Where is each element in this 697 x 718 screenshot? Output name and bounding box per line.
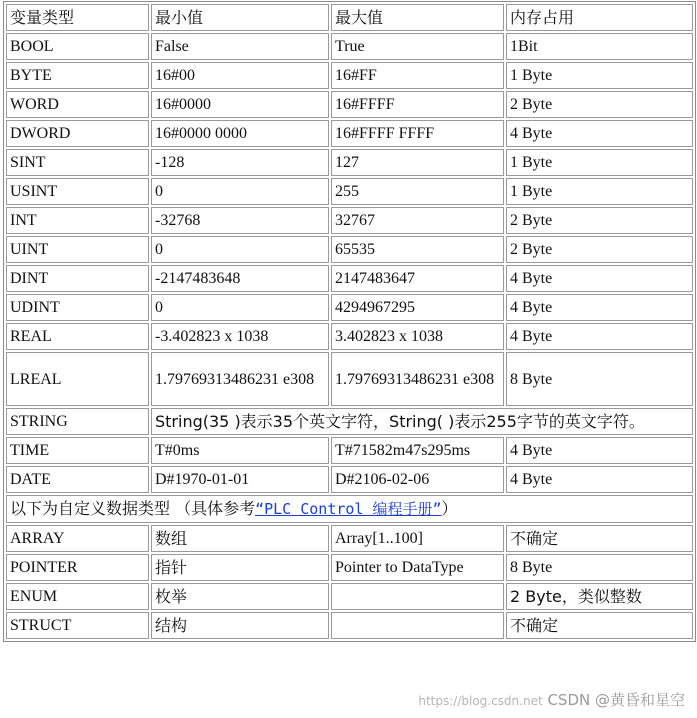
watermark-url: https://blog.csdn.net bbox=[418, 694, 543, 708]
cell-memory: 不确定 bbox=[506, 525, 693, 552]
header-min: 最小值 bbox=[151, 4, 329, 31]
table-row bbox=[6, 62, 693, 89]
cell-max: 3.402823 x 1038 bbox=[331, 323, 504, 350]
header-type: 变量类型 bbox=[6, 4, 149, 31]
cell-type: INT bbox=[6, 207, 149, 234]
table-row bbox=[6, 149, 693, 176]
header-max: 最大值 bbox=[331, 4, 504, 31]
cell-memory: 4 Byte bbox=[506, 437, 693, 464]
cell-max bbox=[331, 583, 504, 610]
cell-memory: 8 Byte bbox=[506, 554, 693, 581]
custom-note-prefix: 以下为自定义数据类型 （具体参考 bbox=[10, 499, 256, 518]
cell-max: 4294967295 bbox=[331, 294, 504, 321]
table-row bbox=[6, 120, 693, 147]
cell-meaning: 结构 bbox=[151, 612, 329, 639]
cell-max: 2147483647 bbox=[331, 265, 504, 292]
cell-max: 127 bbox=[331, 149, 504, 176]
cell-min: -2147483648 bbox=[151, 265, 329, 292]
table-row bbox=[6, 525, 693, 552]
custom-types-note-row bbox=[6, 495, 693, 523]
watermark-text: CSDN @黄昏和星空 bbox=[547, 691, 685, 709]
cell-memory: 4 Byte bbox=[506, 120, 693, 147]
cell-type: BOOL bbox=[6, 33, 149, 60]
cell-memory: 2 Byte bbox=[506, 236, 693, 263]
cell-memory: 2 Byte，类似整数 bbox=[506, 583, 693, 610]
cell-min: 16#00 bbox=[151, 62, 329, 89]
cell-max: Array[1..100] bbox=[331, 525, 504, 552]
cell-min: 16#0000 bbox=[151, 91, 329, 118]
table-row-string bbox=[6, 408, 693, 435]
cell-min: T#0ms bbox=[151, 437, 329, 464]
cell-max: 1.79769313486231 e308 bbox=[331, 352, 504, 406]
table-row bbox=[6, 583, 693, 610]
cell-type: WORD bbox=[6, 91, 149, 118]
cell-max: 32767 bbox=[331, 207, 504, 234]
cell-max: T#71582m47s295ms bbox=[331, 437, 504, 464]
cell-max bbox=[331, 612, 504, 639]
cell-min: -32768 bbox=[151, 207, 329, 234]
table-row bbox=[6, 437, 693, 464]
cell-memory: 4 Byte bbox=[506, 265, 693, 292]
cell-memory: 4 Byte bbox=[506, 294, 693, 321]
cell-memory: 2 Byte bbox=[506, 91, 693, 118]
cell-min: 0 bbox=[151, 294, 329, 321]
cell-min: -3.402823 x 1038 bbox=[151, 323, 329, 350]
cell-type: DINT bbox=[6, 265, 149, 292]
cell-max: 65535 bbox=[331, 236, 504, 263]
custom-types-note bbox=[6, 495, 693, 523]
cell-type: USINT bbox=[6, 178, 149, 205]
table-row bbox=[6, 294, 693, 321]
cell-type: STRING bbox=[6, 408, 149, 435]
cell-memory: 4 Byte bbox=[506, 323, 693, 350]
cell-max: 16#FFFF bbox=[331, 91, 504, 118]
cell-max: 16#FF bbox=[331, 62, 504, 89]
cell-type: LREAL bbox=[6, 352, 149, 406]
cell-meaning: 指针 bbox=[151, 554, 329, 581]
cell-min: False bbox=[151, 33, 329, 60]
table-row bbox=[6, 236, 693, 263]
header-memory: 内存占用 bbox=[506, 4, 693, 31]
table-row bbox=[6, 91, 693, 118]
table-row bbox=[6, 207, 693, 234]
csdn-watermark bbox=[418, 689, 685, 710]
cell-memory: 不确定 bbox=[506, 612, 693, 639]
cell-type: ENUM bbox=[6, 583, 149, 610]
string-description: String(35 )表示35个英文字符，String( )表示255字节的英文字符。 bbox=[151, 408, 693, 435]
table-row bbox=[6, 323, 693, 350]
cell-memory: 1Bit bbox=[506, 33, 693, 60]
cell-max: D#2106-02-06 bbox=[331, 466, 504, 493]
cell-max: True bbox=[331, 33, 504, 60]
table-row bbox=[6, 178, 693, 205]
cell-type: TIME bbox=[6, 437, 149, 464]
cell-type: STRUCT bbox=[6, 612, 149, 639]
data-types-table bbox=[3, 1, 696, 642]
cell-min: 0 bbox=[151, 178, 329, 205]
cell-max: Pointer to DataType bbox=[331, 554, 504, 581]
cell-min: 16#0000 0000 bbox=[151, 120, 329, 147]
table-row bbox=[6, 554, 693, 581]
cell-type: ARRAY bbox=[6, 525, 149, 552]
cell-type: REAL bbox=[6, 323, 149, 350]
table-header-row bbox=[6, 4, 693, 31]
cell-memory: 1 Byte bbox=[506, 62, 693, 89]
cell-meaning: 数组 bbox=[151, 525, 329, 552]
cell-memory: 8 Byte bbox=[506, 352, 693, 406]
cell-max: 16#FFFF FFFF bbox=[331, 120, 504, 147]
table-row bbox=[6, 612, 693, 639]
cell-max: 255 bbox=[331, 178, 504, 205]
cell-type: POINTER bbox=[6, 554, 149, 581]
cell-memory: 2 Byte bbox=[506, 207, 693, 234]
table-row bbox=[6, 352, 693, 406]
table-row bbox=[6, 33, 693, 60]
cell-type: UINT bbox=[6, 236, 149, 263]
cell-memory: 1 Byte bbox=[506, 149, 693, 176]
cell-type: SINT bbox=[6, 149, 149, 176]
cell-type: DWORD bbox=[6, 120, 149, 147]
cell-memory: 1 Byte bbox=[506, 178, 693, 205]
plc-manual-link[interactable]: “PLC Control 编程手册” bbox=[255, 500, 442, 518]
table-row bbox=[6, 466, 693, 493]
cell-type: DATE bbox=[6, 466, 149, 493]
cell-min: 0 bbox=[151, 236, 329, 263]
cell-min: 1.79769313486231 e308 bbox=[151, 352, 329, 406]
cell-type: UDINT bbox=[6, 294, 149, 321]
cell-min: -128 bbox=[151, 149, 329, 176]
cell-memory: 4 Byte bbox=[506, 466, 693, 493]
custom-note-suffix: ） bbox=[441, 499, 458, 518]
cell-meaning: 枚举 bbox=[151, 583, 329, 610]
cell-min: D#1970-01-01 bbox=[151, 466, 329, 493]
cell-type: BYTE bbox=[6, 62, 149, 89]
table-row bbox=[6, 265, 693, 292]
